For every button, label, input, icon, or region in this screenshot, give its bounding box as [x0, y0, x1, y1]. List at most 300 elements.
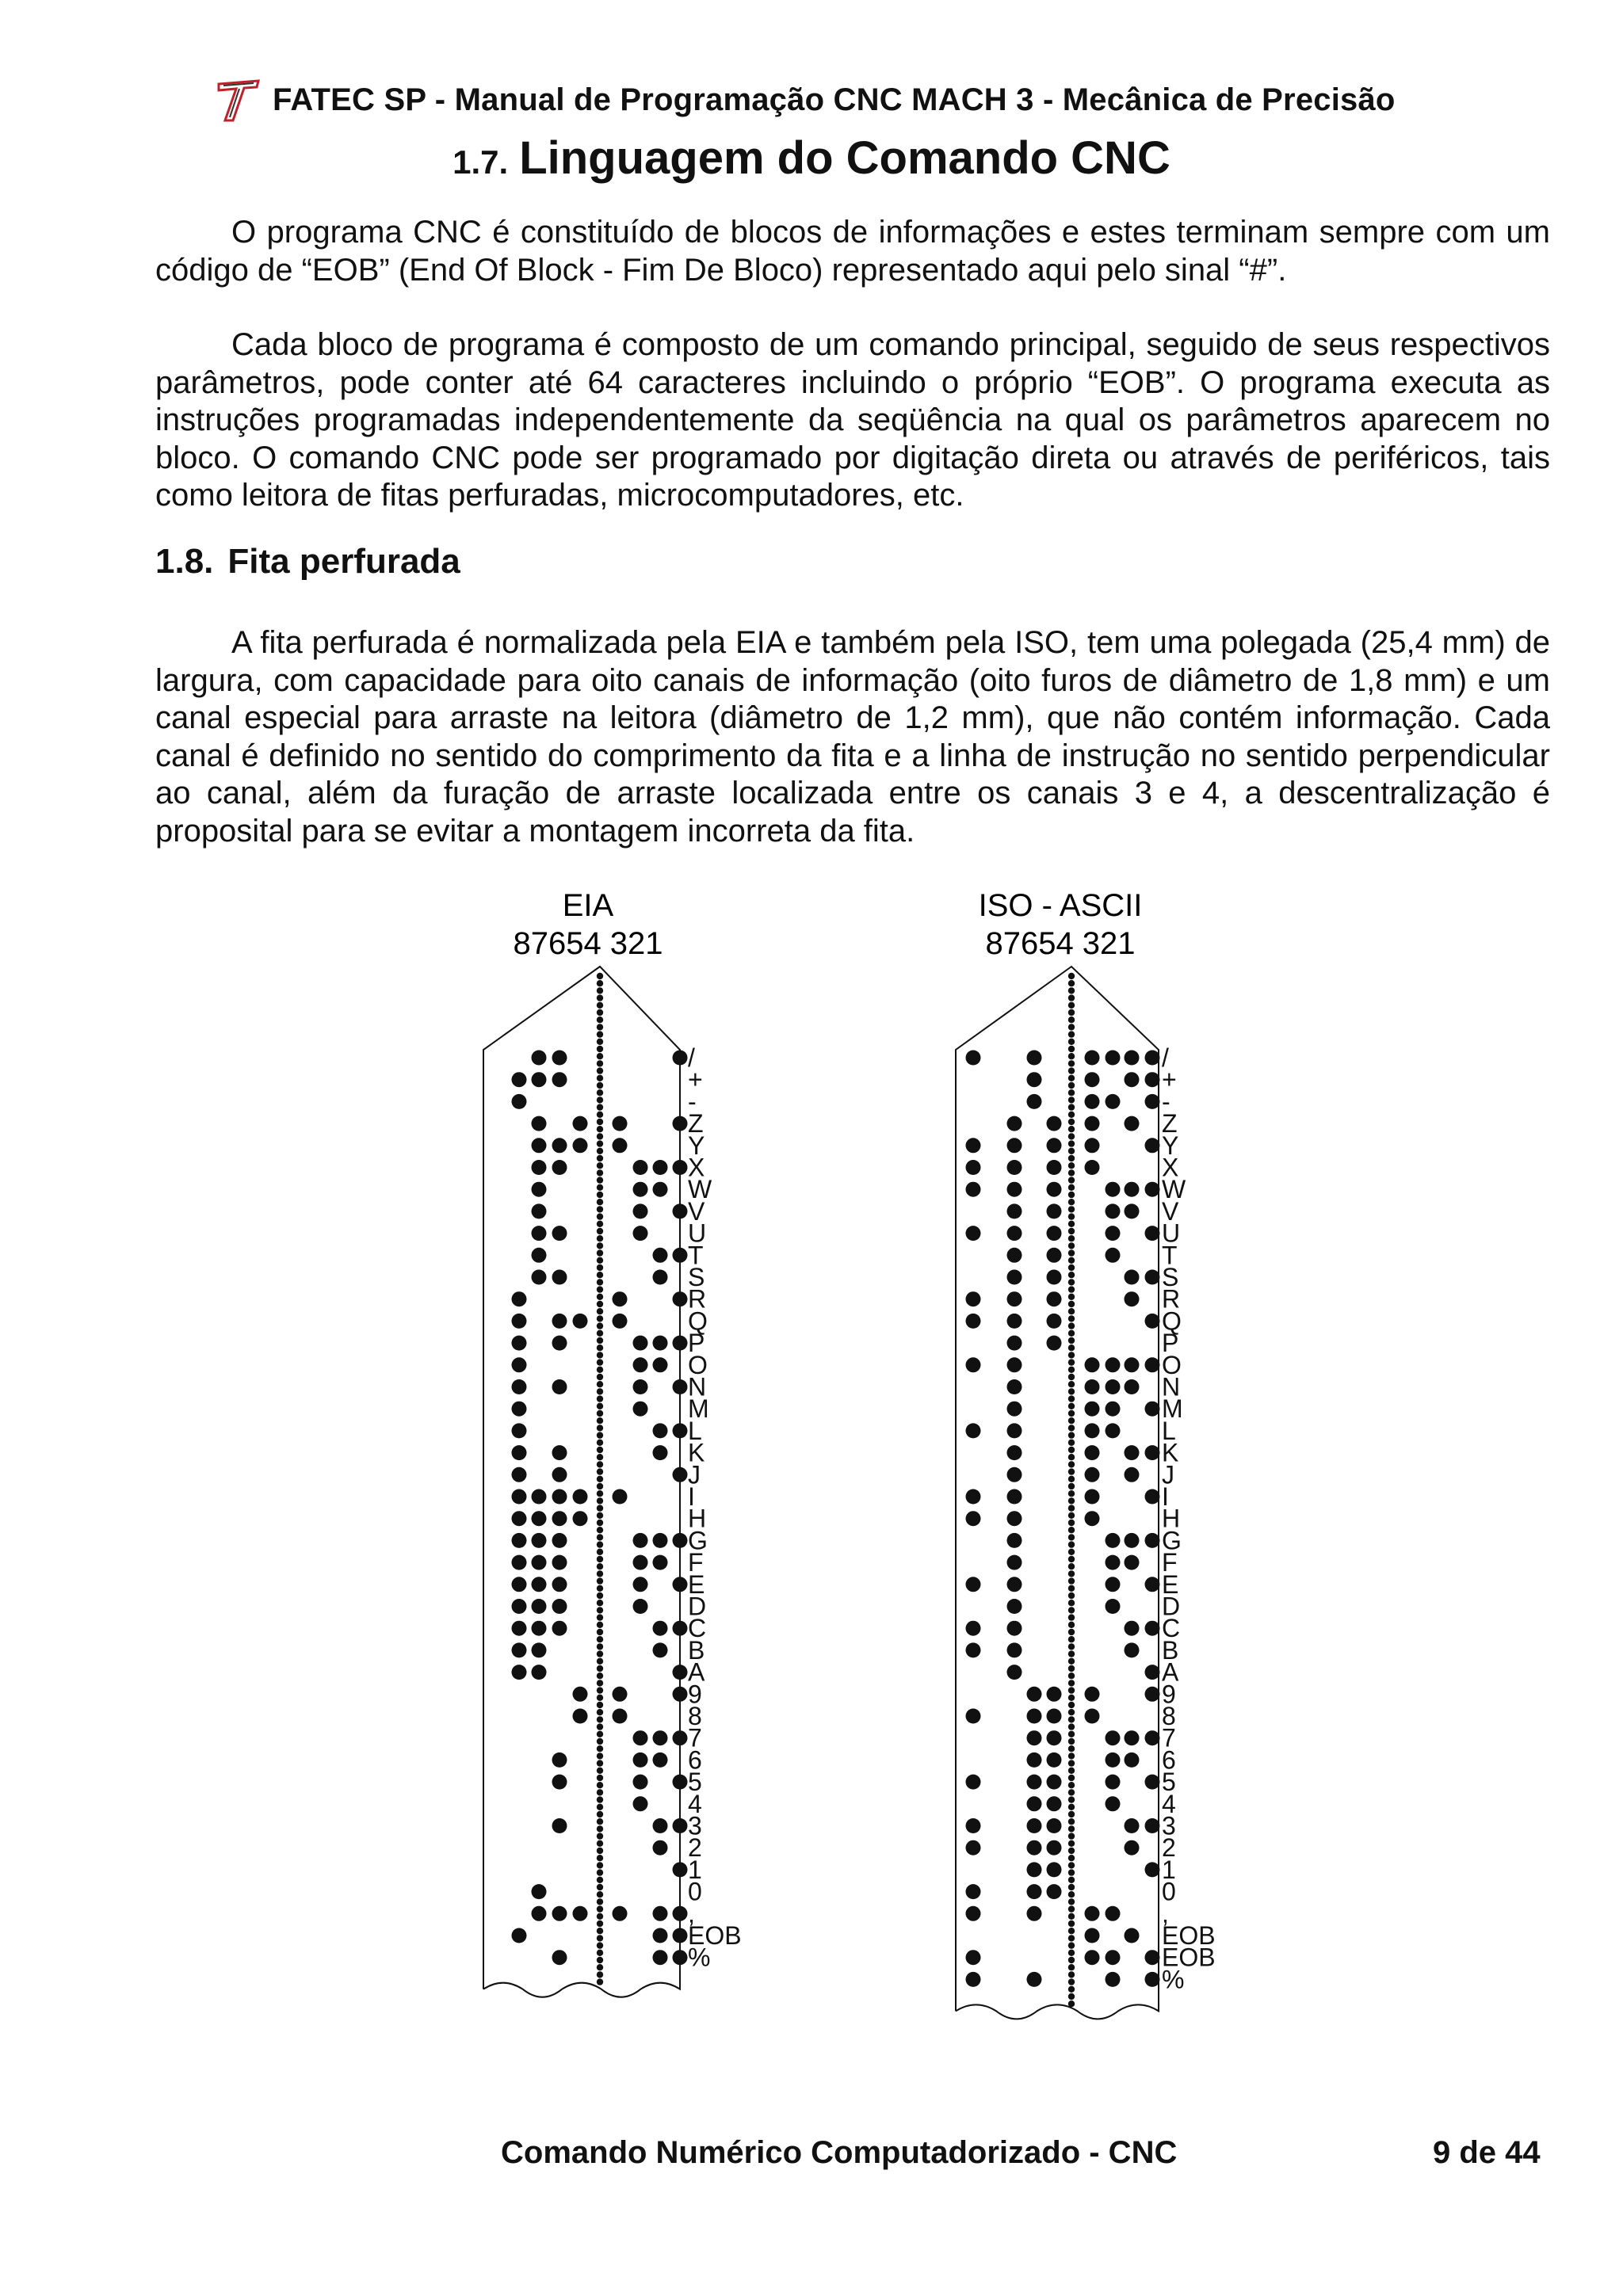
sprocket-hole	[597, 1330, 603, 1337]
sprocket-hole	[1068, 1658, 1075, 1665]
sprocket-hole	[1068, 1549, 1075, 1555]
sprocket-hole	[597, 1468, 603, 1474]
punched-hole	[532, 1248, 547, 1263]
punched-hole	[1027, 1884, 1042, 1899]
punched-hole	[966, 1621, 981, 1636]
row-character-label: 7	[688, 1723, 702, 1753]
punched-hole	[1007, 1642, 1022, 1657]
punched-hole	[653, 1555, 668, 1570]
punched-hole	[1047, 1248, 1062, 1263]
row-character-label: 2	[688, 1833, 702, 1863]
punched-hole	[1047, 1291, 1062, 1306]
row-character-label: E	[688, 1569, 705, 1599]
punched-hole	[673, 1862, 688, 1877]
sprocket-hole	[1068, 1745, 1075, 1752]
paragraph-text: A fita perfurada é normalizada pela EIA e também pela ISO, tem uma polegada (25,4 mm) de largura, com capacidade para oito canais de informação (oito furos de diâmetro de 1,8 mm) e um canal especial para arraste na leitora (diâmetro de 1,2 mm), que não contém informação. Cada canal é definido no sentido do comprimento da fita e a linha de instrução no sentido perpendicular ao canal, além da furação de arraste localizada entre os canais 3 e 4, a descentralização é proposital para se evitar a montagem incorreta da fita.	[155, 625, 1550, 849]
row-character-label: EOB	[1162, 1943, 1216, 1972]
row-character-label: G	[688, 1526, 708, 1555]
sprocket-hole	[597, 987, 603, 994]
sprocket-hole	[1068, 1585, 1075, 1592]
punched-hole	[1106, 1796, 1121, 1811]
footer-title: Comando Numérico Computadorizado - CNC	[501, 2135, 1178, 2170]
sprocket-hole	[597, 1680, 603, 1686]
sprocket-hole	[597, 1199, 603, 1205]
punched-hole	[1125, 1051, 1140, 1066]
punched-hole	[673, 1291, 688, 1306]
row-character-label: Z	[688, 1109, 704, 1138]
punched-hole	[653, 1423, 668, 1438]
sprocket-hole	[597, 1395, 603, 1402]
punched-hole	[1106, 1972, 1121, 1987]
row-character-label: D	[1162, 1592, 1181, 1621]
sprocket-hole	[597, 1964, 603, 1970]
sprocket-hole	[1068, 1855, 1075, 1861]
row-character-label: A	[688, 1657, 705, 1687]
punched-hole	[1145, 1094, 1160, 1109]
sprocket-hole	[1068, 1315, 1075, 1322]
punched-hole	[1106, 1051, 1121, 1066]
punched-hole	[1047, 1796, 1062, 1811]
sprocket-hole	[597, 1665, 603, 1672]
punched-hole	[1007, 1379, 1022, 1394]
sprocket-hole	[1068, 1505, 1075, 1511]
sprocket-hole	[597, 1942, 603, 1948]
sprocket-hole	[597, 1884, 603, 1890]
sprocket-hole	[1068, 973, 1075, 979]
sprocket-hole	[597, 1024, 603, 1030]
sprocket-hole	[597, 1709, 603, 1715]
punched-hole	[633, 1599, 648, 1614]
sprocket-hole	[597, 1410, 603, 1417]
punched-hole	[673, 1950, 688, 1965]
punched-hole	[633, 1203, 648, 1219]
sprocket-hole	[597, 1249, 603, 1256]
row-character-label: 5	[1162, 1768, 1176, 1797]
row-character-label: %	[688, 1943, 711, 1972]
sprocket-hole	[597, 1272, 603, 1278]
punched-hole	[1085, 1072, 1100, 1087]
punched-hole	[673, 1423, 688, 1438]
sprocket-hole	[597, 1672, 603, 1679]
sprocket-hole	[597, 1344, 603, 1351]
sprocket-hole	[597, 1352, 603, 1358]
sprocket-hole	[1068, 1075, 1075, 1081]
punched-hole	[653, 1753, 668, 1768]
sprocket-hole	[1068, 1301, 1075, 1307]
sprocket-hole	[1068, 1614, 1075, 1620]
punched-hole	[966, 1642, 981, 1657]
punched-hole	[1145, 1270, 1160, 1285]
punched-hole	[673, 1051, 688, 1066]
row-character-label: T	[1162, 1241, 1178, 1270]
punched-hole	[613, 1489, 628, 1505]
row-character-label: %	[1162, 1965, 1185, 1994]
punched-hole	[1047, 1775, 1062, 1790]
row-character-label: B	[1162, 1635, 1179, 1665]
punched-hole	[653, 1182, 668, 1197]
sprocket-hole	[1068, 1782, 1075, 1788]
sprocket-hole	[1068, 1002, 1075, 1009]
sprocket-hole	[597, 1738, 603, 1745]
sprocket-hole	[1068, 1541, 1075, 1547]
sprocket-hole	[597, 1381, 603, 1387]
row-character-label: EOB	[1162, 1921, 1216, 1950]
punched-hole	[1085, 1467, 1100, 1482]
sprocket-hole	[597, 1425, 603, 1431]
row-character-label: -	[688, 1087, 697, 1116]
punched-hole	[1125, 1621, 1140, 1636]
row-character-label: O	[1162, 1350, 1182, 1379]
punched-hole	[1145, 1665, 1160, 1680]
sprocket-hole	[597, 1768, 603, 1774]
section-number: 1.7.	[453, 143, 509, 181]
fatec-logo-icon	[214, 76, 263, 124]
sprocket-hole	[1068, 1891, 1075, 1897]
punched-hole	[1047, 1336, 1062, 1351]
punched-hole	[653, 1533, 668, 1548]
punched-hole	[552, 1226, 567, 1241]
sprocket-hole	[1068, 1935, 1075, 1941]
sprocket-hole	[1068, 1848, 1075, 1854]
punched-hole	[1007, 1226, 1022, 1241]
punched-hole	[633, 1753, 648, 1768]
punched-hole	[552, 1072, 567, 1087]
sprocket-hole	[1068, 1352, 1075, 1358]
row-character-label: W	[1162, 1175, 1186, 1204]
punched-hole	[512, 1533, 527, 1548]
punched-hole	[1007, 1467, 1022, 1482]
sprocket-hole	[1068, 1199, 1075, 1205]
punched-hole	[1145, 1445, 1160, 1460]
punched-hole	[673, 1818, 688, 1833]
row-character-label: 6	[1162, 1745, 1176, 1775]
sprocket-hole	[1068, 1753, 1075, 1759]
sprocket-hole	[1068, 1272, 1075, 1278]
sprocket-hole	[597, 1009, 603, 1016]
sprocket-hole	[597, 1337, 603, 1344]
punched-hole	[552, 1467, 567, 1482]
sprocket-hole	[597, 1731, 603, 1737]
sprocket-hole	[597, 1082, 603, 1089]
sprocket-hole	[1068, 1738, 1075, 1745]
sprocket-hole	[1068, 980, 1075, 986]
row-character-label: 1	[1162, 1855, 1176, 1884]
sprocket-hole	[597, 1192, 603, 1198]
punched-hole	[1027, 1687, 1042, 1702]
punched-hole	[1007, 1291, 1022, 1306]
sprocket-hole	[597, 1520, 603, 1526]
punched-hole	[532, 1642, 547, 1657]
sprocket-hole	[1068, 1440, 1075, 1446]
iso-tape	[956, 888, 1216, 2019]
punched-hole	[1007, 1533, 1022, 1548]
punched-hole	[1106, 1094, 1121, 1109]
punched-hole	[1007, 1138, 1022, 1153]
sprocket-hole	[1068, 1337, 1075, 1344]
sprocket-hole	[597, 1039, 603, 1045]
page-number: 9 de 44	[1433, 2135, 1541, 2170]
punched-hole	[633, 1577, 648, 1592]
punched-hole	[1085, 1950, 1100, 1965]
sprocket-hole	[597, 1053, 603, 1059]
punched-hole	[573, 1314, 588, 1329]
row-character-label: R	[1162, 1284, 1181, 1314]
punched-hole	[1085, 1687, 1100, 1702]
row-character-label: H	[688, 1504, 707, 1533]
sprocket-hole	[1068, 1483, 1075, 1489]
punched-hole	[673, 1248, 688, 1263]
punched-hole	[673, 1533, 688, 1548]
punched-hole	[1047, 1709, 1062, 1724]
row-character-label: X	[688, 1153, 705, 1182]
punched-hole	[512, 1423, 527, 1438]
sprocket-hole	[597, 1155, 603, 1161]
punched-hole	[1085, 1160, 1100, 1175]
sprocket-hole	[597, 1432, 603, 1438]
punched-hole	[633, 1775, 648, 1790]
sprocket-hole	[1068, 1490, 1075, 1497]
sprocket-hole	[597, 1067, 603, 1074]
punched-hole	[1085, 1906, 1100, 1921]
punched-hole	[512, 1511, 527, 1526]
punched-hole	[966, 1840, 981, 1855]
sprocket-hole	[597, 1534, 603, 1540]
section-heading-1-7	[0, 132, 1623, 185]
punched-hole	[1047, 1730, 1062, 1745]
punched-hole	[552, 1314, 567, 1329]
sprocket-hole	[1068, 1971, 1075, 1978]
sprocket-hole	[597, 1643, 603, 1650]
sprocket-hole	[597, 1905, 603, 1912]
paragraph-2	[155, 326, 1550, 515]
sprocket-hole	[1068, 1162, 1075, 1169]
punched-hole	[552, 1051, 567, 1066]
sprocket-hole	[1068, 1264, 1075, 1271]
sprocket-hole	[597, 1097, 603, 1103]
punched-hole	[1007, 1621, 1022, 1636]
punched-hole	[1007, 1357, 1022, 1372]
punched-hole	[1027, 1709, 1042, 1724]
sprocket-hole	[597, 1796, 603, 1802]
punched-hole	[1125, 1445, 1140, 1460]
sprocket-hole	[597, 1862, 603, 1868]
punched-hole	[1145, 1182, 1160, 1197]
sprocket-hole	[597, 1060, 603, 1066]
sprocket-hole	[597, 973, 603, 979]
punched-hole	[512, 1357, 527, 1372]
punched-hole	[1106, 1203, 1121, 1219]
punched-hole	[1106, 1730, 1121, 1745]
punched-hole	[1007, 1423, 1022, 1438]
punched-hole	[532, 1226, 547, 1241]
punched-hole	[1106, 1423, 1121, 1438]
section-heading-1-8	[155, 542, 460, 582]
sprocket-hole	[597, 1388, 603, 1394]
sprocket-hole	[597, 1177, 603, 1183]
sprocket-hole	[1068, 1520, 1075, 1526]
punched-hole	[1047, 1160, 1062, 1175]
sprocket-hole	[1068, 987, 1075, 994]
sprocket-hole	[597, 1126, 603, 1132]
punched-hole	[966, 1489, 981, 1505]
punched-hole	[966, 1972, 981, 1987]
punched-hole	[1125, 1753, 1140, 1768]
punched-hole	[633, 1796, 648, 1811]
sprocket-hole	[597, 1322, 603, 1329]
punched-hole	[512, 1599, 527, 1614]
punched-hole	[552, 1138, 567, 1153]
punched-hole	[653, 1336, 668, 1351]
punched-hole	[552, 1577, 567, 1592]
sprocket-hole	[597, 1702, 603, 1708]
punched-hole	[653, 1950, 668, 1965]
punched-hole	[1145, 1489, 1160, 1505]
sprocket-hole	[597, 1213, 603, 1219]
punched-hole	[1007, 1511, 1022, 1526]
punched-hole	[1125, 1270, 1140, 1285]
row-character-label: +	[1162, 1065, 1177, 1094]
punched-hole	[552, 1533, 567, 1548]
sprocket-hole	[597, 1971, 603, 1978]
sprocket-hole	[597, 1782, 603, 1788]
sprocket-hole	[597, 1497, 603, 1504]
row-character-label: J	[1162, 1460, 1174, 1489]
sprocket-hole	[1068, 1731, 1075, 1737]
row-character-label: 1	[688, 1855, 702, 1884]
sprocket-hole	[597, 1920, 603, 1927]
row-character-label: EOB	[688, 1921, 742, 1950]
sprocket-hole	[1068, 1257, 1075, 1264]
punched-hole	[1125, 1555, 1140, 1570]
punched-hole	[1047, 1840, 1062, 1855]
row-character-label: +	[688, 1065, 703, 1094]
row-character-label: Q	[688, 1306, 708, 1336]
punched-hole	[512, 1642, 527, 1657]
punched-hole	[966, 1950, 981, 1965]
sprocket-hole	[597, 1636, 603, 1642]
row-character-label: M	[1162, 1394, 1183, 1424]
punched-hole	[673, 1160, 688, 1175]
sprocket-hole	[1068, 1497, 1075, 1504]
punched-hole	[1106, 1555, 1121, 1570]
punched-hole	[532, 1116, 547, 1131]
sprocket-hole	[1068, 1804, 1075, 1810]
sprocket-hole	[1068, 1119, 1075, 1125]
punched-hole	[633, 1533, 648, 1548]
punched-hole	[613, 1906, 628, 1921]
punched-hole	[1145, 1862, 1160, 1877]
punched-hole	[1047, 1270, 1062, 1285]
sprocket-hole	[597, 1855, 603, 1861]
punched-hole	[573, 1906, 588, 1921]
punched-hole	[573, 1138, 588, 1153]
sprocket-hole	[1068, 1928, 1075, 1934]
punched-hole	[573, 1116, 588, 1131]
punched-hole	[673, 1467, 688, 1482]
sprocket-hole	[1068, 1294, 1075, 1300]
sprocket-hole	[1068, 1067, 1075, 1074]
punched-hole	[512, 1467, 527, 1482]
punched-hole	[532, 1051, 547, 1066]
row-character-label: 0	[688, 1877, 702, 1906]
punched-hole	[966, 1291, 981, 1306]
punched-hole	[1085, 1511, 1100, 1526]
sprocket-hole	[597, 1169, 603, 1176]
row-character-label: T	[688, 1241, 704, 1270]
sprocket-hole	[1068, 1447, 1075, 1453]
punched-hole	[1145, 1533, 1160, 1548]
sprocket-hole	[597, 1002, 603, 1009]
sprocket-hole	[1068, 1600, 1075, 1606]
sprocket-hole	[597, 1490, 603, 1497]
sprocket-hole	[597, 1228, 603, 1234]
punched-hole	[613, 1709, 628, 1724]
sprocket-hole	[597, 1541, 603, 1547]
sprocket-hole	[1068, 1112, 1075, 1118]
sprocket-hole	[597, 1294, 603, 1300]
sprocket-hole	[1068, 1650, 1075, 1657]
punched-hole	[633, 1182, 648, 1197]
punched-hole	[966, 1051, 981, 1066]
sprocket-hole	[1068, 1046, 1075, 1052]
sprocket-hole	[1068, 1060, 1075, 1066]
iso-tape-body	[956, 967, 1216, 2019]
sprocket-hole	[1068, 1140, 1075, 1146]
sprocket-hole	[597, 1476, 603, 1482]
sprocket-hole	[597, 1279, 603, 1285]
sprocket-hole	[597, 1286, 603, 1292]
sprocket-hole	[597, 1527, 603, 1533]
sprocket-hole	[1068, 1913, 1075, 1920]
sprocket-hole	[1068, 1089, 1075, 1096]
sprocket-hole	[1068, 1884, 1075, 1890]
punched-hole	[532, 1599, 547, 1614]
punched-hole	[1125, 1467, 1140, 1482]
punched-hole	[552, 1555, 567, 1570]
sprocket-hole	[1068, 1811, 1075, 1817]
sprocket-hole	[1068, 1775, 1075, 1781]
punched-hole	[966, 1423, 981, 1438]
punched-hole	[966, 1182, 981, 1197]
punched-hole	[673, 1203, 688, 1219]
punched-hole	[1125, 1072, 1140, 1087]
sprocket-hole	[597, 1206, 603, 1212]
sprocket-hole	[1068, 1964, 1075, 1970]
sprocket-hole	[1068, 1629, 1075, 1635]
punched-hole	[1027, 1972, 1042, 1987]
punched-hole	[1007, 1160, 1022, 1175]
sprocket-hole	[1068, 1818, 1075, 1825]
sprocket-hole	[1068, 1716, 1075, 1722]
sprocket-hole	[597, 1658, 603, 1665]
punched-hole	[1125, 1533, 1140, 1548]
sprocket-hole	[1068, 1184, 1075, 1191]
punched-hole	[653, 1445, 668, 1460]
row-character-label: B	[688, 1635, 705, 1665]
punched-hole	[512, 1291, 527, 1306]
punched-hole	[633, 1226, 648, 1241]
punched-hole	[532, 1203, 547, 1219]
punched-hole	[613, 1291, 628, 1306]
sprocket-hole	[597, 1563, 603, 1569]
punched-hole	[653, 1928, 668, 1943]
row-character-label: ,	[1162, 1899, 1169, 1928]
sprocket-hole	[597, 1607, 603, 1613]
punched-hole	[532, 1182, 547, 1197]
punched-hole	[1125, 1116, 1140, 1131]
row-character-label: 4	[688, 1789, 702, 1818]
sprocket-hole	[1068, 1367, 1075, 1373]
